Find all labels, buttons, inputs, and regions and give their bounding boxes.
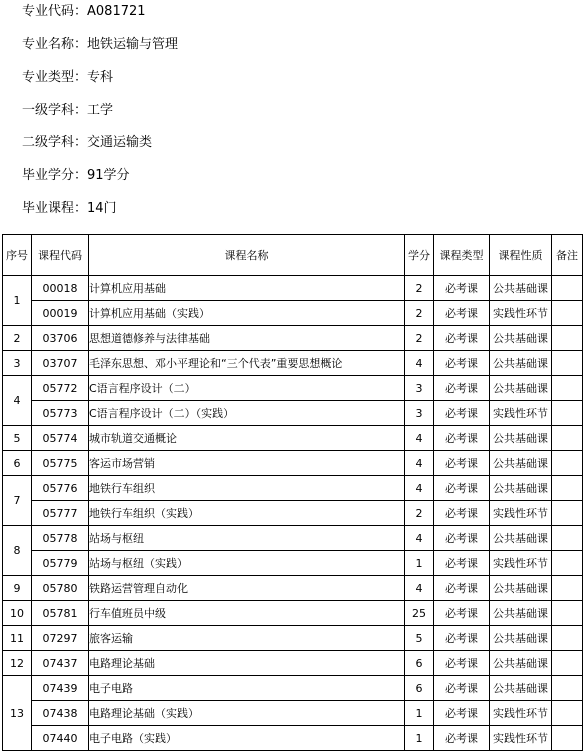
table-row bbox=[3, 626, 583, 651]
course-name-cell: C语言程序设计（二） bbox=[89, 376, 405, 401]
course-code-cell: 05774 bbox=[32, 426, 89, 451]
remark-cell bbox=[552, 701, 583, 726]
credit-cell: 6 bbox=[405, 676, 434, 701]
table-row bbox=[3, 701, 583, 726]
remark-cell bbox=[552, 301, 583, 326]
remark-cell bbox=[552, 401, 583, 426]
course-name-cell: 站场与枢纽（实践） bbox=[89, 551, 405, 576]
course-type-cell: 必考课 bbox=[434, 451, 490, 476]
remark-cell bbox=[552, 276, 583, 301]
course-name-cell: 站场与枢纽 bbox=[89, 526, 405, 551]
credit-cell: 4 bbox=[405, 526, 434, 551]
course-code-cell: 03707 bbox=[32, 351, 89, 376]
credit-cell: 5 bbox=[405, 626, 434, 651]
course-nature-cell: 公共基础课 bbox=[490, 426, 552, 451]
remark-cell bbox=[552, 376, 583, 401]
course-type-cell: 必考课 bbox=[434, 726, 490, 751]
course-type-cell: 必考课 bbox=[434, 376, 490, 401]
index-cell: 12 bbox=[3, 651, 32, 676]
course-name-cell: 地铁行车组织 bbox=[89, 476, 405, 501]
info-label: 一级学科： bbox=[22, 103, 88, 118]
info-label: 毕业课程： bbox=[22, 201, 88, 216]
header-remark: 备注 bbox=[552, 235, 583, 276]
credit-cell: 4 bbox=[405, 576, 434, 601]
credit-cell: 2 bbox=[405, 301, 434, 326]
remark-cell bbox=[552, 501, 583, 526]
course-type-cell: 必考课 bbox=[434, 351, 490, 376]
course-name-cell: 计算机应用基础（实践） bbox=[89, 301, 405, 326]
course-code-cell: 05780 bbox=[32, 576, 89, 601]
credit-cell: 2 bbox=[405, 501, 434, 526]
remark-cell bbox=[552, 551, 583, 576]
course-code-cell: 00018 bbox=[32, 276, 89, 301]
credit-cell: 6 bbox=[405, 651, 434, 676]
index-cell: 10 bbox=[3, 601, 32, 626]
credit-cell: 2 bbox=[405, 326, 434, 351]
primary-discipline-line bbox=[22, 103, 113, 119]
course-type-cell: 必考课 bbox=[434, 676, 490, 701]
credit-cell: 1 bbox=[405, 726, 434, 751]
course-type-cell: 必考课 bbox=[434, 501, 490, 526]
table-row bbox=[3, 601, 583, 626]
table-row bbox=[3, 576, 583, 601]
course-name-cell: 毛泽东思想、邓小平理论和“三个代表”重要思想概论 bbox=[89, 351, 405, 376]
index-cell: 8 bbox=[3, 526, 32, 576]
course-name-cell: C语言程序设计（二）（实践） bbox=[89, 401, 405, 426]
remark-cell bbox=[552, 726, 583, 751]
table-row bbox=[3, 376, 583, 401]
index-cell: 9 bbox=[3, 576, 32, 601]
table-row bbox=[3, 326, 583, 351]
table-row bbox=[3, 551, 583, 576]
course-table bbox=[2, 234, 583, 751]
course-code-cell: 05777 bbox=[32, 501, 89, 526]
course-type-cell: 必考课 bbox=[434, 526, 490, 551]
course-name-cell: 客运市场营销 bbox=[89, 451, 405, 476]
index-cell: 4 bbox=[3, 376, 32, 426]
course-code-cell: 05773 bbox=[32, 401, 89, 426]
table-row bbox=[3, 726, 583, 751]
remark-cell bbox=[552, 576, 583, 601]
course-type-cell: 必考课 bbox=[434, 576, 490, 601]
course-type-cell: 必考课 bbox=[434, 476, 490, 501]
remark-cell bbox=[552, 351, 583, 376]
index-cell: 3 bbox=[3, 351, 32, 376]
header-course-type: 课程类型 bbox=[434, 235, 490, 276]
index-cell: 1 bbox=[3, 276, 32, 326]
course-name-cell: 城市轨道交通概论 bbox=[89, 426, 405, 451]
course-code-cell: 00019 bbox=[32, 301, 89, 326]
course-code-cell: 05781 bbox=[32, 601, 89, 626]
course-name-cell: 旅客运输 bbox=[89, 626, 405, 651]
info-label: 二级学科： bbox=[22, 135, 88, 150]
major-name-line bbox=[22, 37, 178, 53]
remark-cell bbox=[552, 526, 583, 551]
course-code-cell: 07438 bbox=[32, 701, 89, 726]
course-name-cell: 地铁行车组织（实践） bbox=[89, 501, 405, 526]
table-row bbox=[3, 501, 583, 526]
course-type-cell: 必考课 bbox=[434, 651, 490, 676]
course-nature-cell: 实践性环节 bbox=[490, 701, 552, 726]
table-row bbox=[3, 276, 583, 301]
course-nature-cell: 实践性环节 bbox=[490, 301, 552, 326]
course-code-cell: 07440 bbox=[32, 726, 89, 751]
course-nature-cell: 公共基础课 bbox=[490, 676, 552, 701]
header-course-nature: 课程性质 bbox=[490, 235, 552, 276]
course-nature-cell: 实践性环节 bbox=[490, 501, 552, 526]
table-row bbox=[3, 451, 583, 476]
table-row bbox=[3, 526, 583, 551]
info-value: 91学分 bbox=[87, 168, 130, 183]
table-row bbox=[3, 401, 583, 426]
credit-cell: 1 bbox=[405, 551, 434, 576]
course-nature-cell: 公共基础课 bbox=[490, 376, 552, 401]
table-row bbox=[3, 651, 583, 676]
remark-cell bbox=[552, 676, 583, 701]
credit-cell: 3 bbox=[405, 401, 434, 426]
course-type-cell: 必考课 bbox=[434, 276, 490, 301]
course-name-cell: 思想道德修养与法律基础 bbox=[89, 326, 405, 351]
credit-cell: 3 bbox=[405, 376, 434, 401]
course-code-cell: 07437 bbox=[32, 651, 89, 676]
course-type-cell: 必考课 bbox=[434, 601, 490, 626]
index-cell: 11 bbox=[3, 626, 32, 651]
course-nature-cell: 公共基础课 bbox=[490, 276, 552, 301]
info-label: 专业名称： bbox=[22, 37, 88, 52]
credit-cell: 4 bbox=[405, 476, 434, 501]
course-nature-cell: 公共基础课 bbox=[490, 476, 552, 501]
course-name-cell: 电路理论基础（实践） bbox=[89, 701, 405, 726]
course-code-cell: 07439 bbox=[32, 676, 89, 701]
course-type-cell: 必考课 bbox=[434, 401, 490, 426]
major-type-line bbox=[22, 70, 113, 86]
header-credit: 学分 bbox=[405, 235, 434, 276]
course-nature-cell: 实践性环节 bbox=[490, 726, 552, 751]
course-nature-cell: 公共基础课 bbox=[490, 326, 552, 351]
table-header-row bbox=[3, 235, 583, 276]
info-label: 专业代码： bbox=[22, 4, 88, 19]
credit-cell: 4 bbox=[405, 451, 434, 476]
header-course-code: 课程代码 bbox=[32, 235, 89, 276]
course-type-cell: 必考课 bbox=[434, 426, 490, 451]
course-nature-cell: 公共基础课 bbox=[490, 601, 552, 626]
course-type-cell: 必考课 bbox=[434, 626, 490, 651]
remark-cell bbox=[552, 451, 583, 476]
credit-cell: 25 bbox=[405, 601, 434, 626]
remark-cell bbox=[552, 651, 583, 676]
remark-cell bbox=[552, 426, 583, 451]
credit-cell: 4 bbox=[405, 351, 434, 376]
index-cell: 13 bbox=[3, 676, 32, 751]
course-type-cell: 必考课 bbox=[434, 701, 490, 726]
info-value: 专科 bbox=[87, 70, 114, 85]
index-cell: 2 bbox=[3, 326, 32, 351]
course-code-cell: 05778 bbox=[32, 526, 89, 551]
remark-cell bbox=[552, 601, 583, 626]
course-nature-cell: 公共基础课 bbox=[490, 451, 552, 476]
major-code-line bbox=[22, 4, 146, 20]
remark-cell bbox=[552, 326, 583, 351]
table-row bbox=[3, 476, 583, 501]
info-label: 毕业学分： bbox=[22, 168, 88, 183]
course-name-cell: 电路理论基础 bbox=[89, 651, 405, 676]
remark-cell bbox=[552, 476, 583, 501]
course-type-cell: 必考课 bbox=[434, 326, 490, 351]
graduation-credits-line bbox=[22, 168, 130, 184]
table-row bbox=[3, 426, 583, 451]
table-row bbox=[3, 676, 583, 701]
credit-cell: 1 bbox=[405, 701, 434, 726]
course-nature-cell: 公共基础课 bbox=[490, 576, 552, 601]
info-value: A081721 bbox=[87, 4, 146, 19]
info-value: 交通运输类 bbox=[87, 135, 153, 150]
table-row bbox=[3, 301, 583, 326]
course-name-cell: 电子电路（实践） bbox=[89, 726, 405, 751]
course-table-body bbox=[3, 276, 583, 751]
course-name-cell: 电子电路 bbox=[89, 676, 405, 701]
course-code-cell: 05772 bbox=[32, 376, 89, 401]
credit-cell: 2 bbox=[405, 276, 434, 301]
course-code-cell: 03706 bbox=[32, 326, 89, 351]
table-row bbox=[3, 351, 583, 376]
course-name-cell: 计算机应用基础 bbox=[89, 276, 405, 301]
course-code-cell: 05779 bbox=[32, 551, 89, 576]
graduation-courses-line bbox=[22, 201, 117, 217]
course-code-cell: 05775 bbox=[32, 451, 89, 476]
course-name-cell: 铁路运营管理自动化 bbox=[89, 576, 405, 601]
course-nature-cell: 实践性环节 bbox=[490, 551, 552, 576]
info-value: 14门 bbox=[87, 201, 117, 216]
index-cell: 6 bbox=[3, 451, 32, 476]
course-type-cell: 必考课 bbox=[434, 301, 490, 326]
header-course-name: 课程名称 bbox=[89, 235, 405, 276]
course-name-cell: 行车值班员中级 bbox=[89, 601, 405, 626]
course-nature-cell: 公共基础课 bbox=[490, 526, 552, 551]
course-nature-cell: 公共基础课 bbox=[490, 351, 552, 376]
index-cell: 7 bbox=[3, 476, 32, 526]
course-code-cell: 07297 bbox=[32, 626, 89, 651]
course-nature-cell: 公共基础课 bbox=[490, 626, 552, 651]
credit-cell: 4 bbox=[405, 426, 434, 451]
course-nature-cell: 实践性环节 bbox=[490, 401, 552, 426]
course-code-cell: 05776 bbox=[32, 476, 89, 501]
info-label: 专业类型： bbox=[22, 70, 88, 85]
index-cell: 5 bbox=[3, 426, 32, 451]
course-nature-cell: 公共基础课 bbox=[490, 651, 552, 676]
secondary-discipline-line bbox=[22, 135, 152, 151]
header-index: 序号 bbox=[3, 235, 32, 276]
remark-cell bbox=[552, 626, 583, 651]
info-value: 地铁运输与管理 bbox=[87, 37, 179, 52]
course-type-cell: 必考课 bbox=[434, 551, 490, 576]
info-value: 工学 bbox=[87, 103, 114, 118]
